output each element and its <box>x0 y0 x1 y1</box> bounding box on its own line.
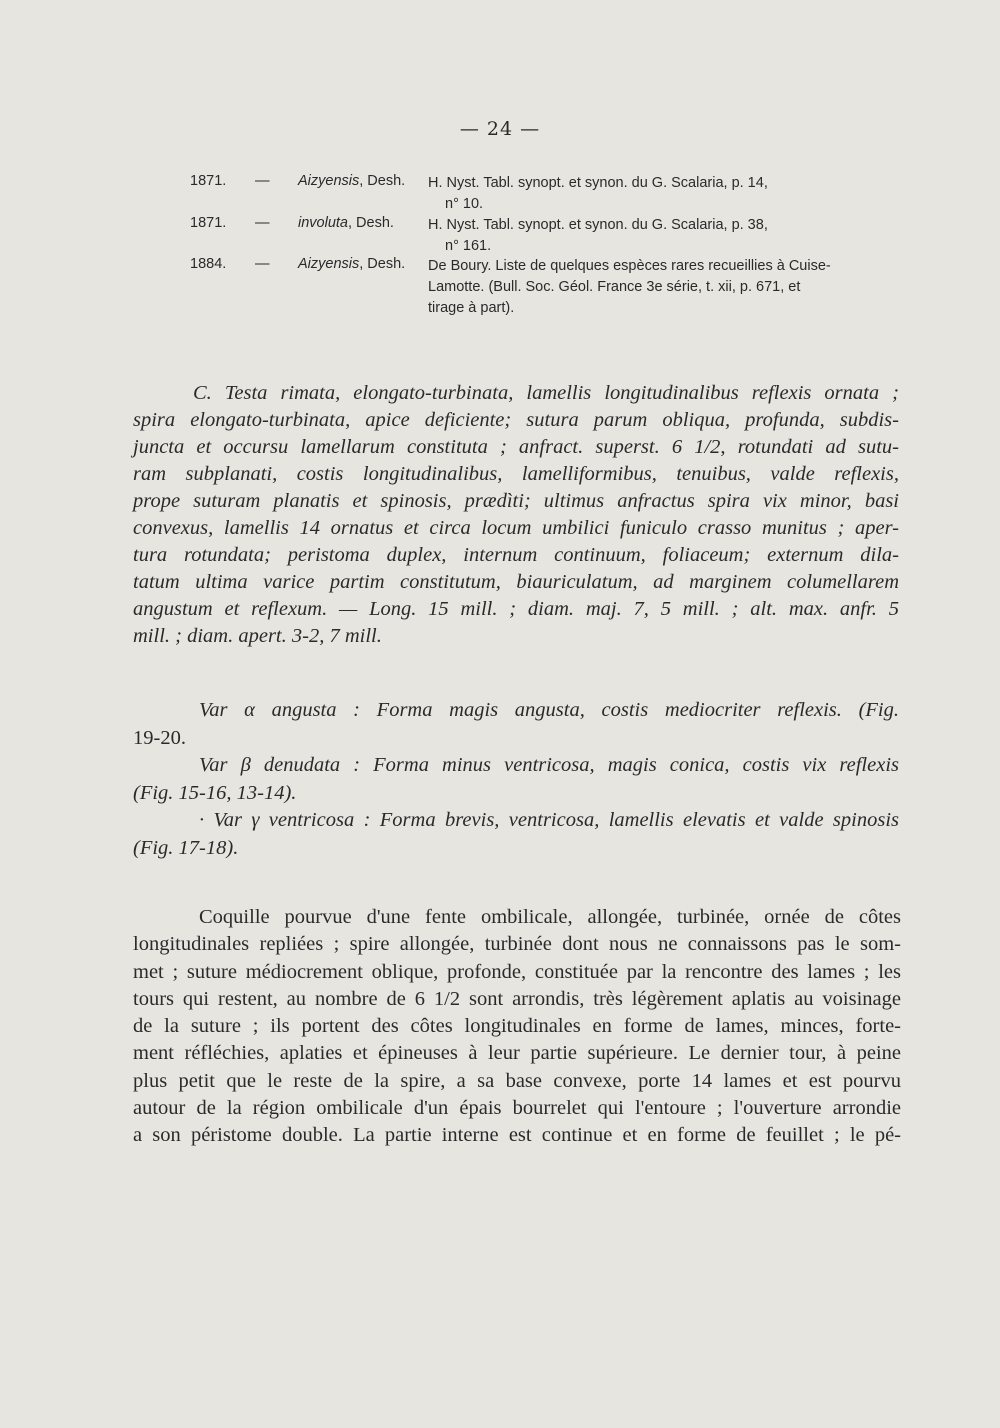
description-line: autour de la région ombilicale d'un épais bourrelet qui l'entoure ; l'ouverture arrondie <box>133 1097 901 1120</box>
synonym-year: 1884. <box>190 256 227 272</box>
diagnosis-line: tatum ultima varice partim constitutum, biauriculatum, ad marginem columellarem <box>133 571 899 593</box>
taxon-name: Aizyensis <box>298 256 360 272</box>
synonym-year: 1871. <box>190 215 227 231</box>
reference-line: H. Nyst. Tabl. synopt. et synon. du G. Scalaria, p. 38, <box>428 217 768 233</box>
taxon-author: , Desh. <box>359 173 406 189</box>
diagnosis-line: ram subplanati, costis longitudinalibus, lamelliformibus, tenuibus, valde reflexis, <box>133 463 899 485</box>
description-line: met ; suture médiocrement oblique, profonde, constituée par la rencontre des lames ; les <box>133 960 901 983</box>
latin-diagnosis <box>133 380 899 650</box>
diagnosis-line: juncta et occursu lamellarum constituta ; anfract. superst. 6 1/2, rotundati ad sutu- <box>133 436 899 458</box>
synonym-reference <box>428 256 898 319</box>
reference-line: Lamotte. (Bull. Soc. Géol. France 3e série, t. xii, p. 671, et <box>428 279 801 295</box>
synonym-dash: — <box>255 215 270 231</box>
diagnosis-line: angustum et reflexum. — Long. 15 mill. ; diam. maj. 7, 5 mill. ; alt. max. anfr. 5 <box>133 598 899 620</box>
page-number: — 24 — <box>459 118 541 140</box>
synonym-taxon <box>298 215 394 231</box>
synonym-taxon <box>298 256 405 272</box>
variety-line: (Fig. 17-18). <box>133 836 239 859</box>
description-line: a son péristome double. La partie interne est continue et en forme de feuillet ; le pé- <box>133 1124 901 1147</box>
description-line: longitudinales repliées ; spire allongée, turbinée dont nous ne connaissons pas le som- <box>133 933 901 956</box>
synonym-reference <box>428 215 898 257</box>
synonym-dash: — <box>255 256 270 272</box>
description-line: tours qui restent, au nombre de 6 1/2 sont arrondis, très légèrement aplatis au voisinage <box>133 987 901 1010</box>
variety-line: 19-20. <box>133 726 186 749</box>
reference-line: De Boury. Liste de quelques espèces rares recueillies à Cuise- <box>428 258 831 274</box>
variety-line: (Fig. 15-16, 13-14). <box>133 781 297 804</box>
description-line: Coquille pourvue d'une fente ombilicale, allongée, turbinée, ornée de côtes <box>199 906 901 928</box>
reference-line: n° 161. <box>445 238 492 254</box>
description-line: plus petit que le reste de la spire, a sa base convexe, porte 14 lames et est pourvu <box>133 1069 901 1092</box>
diagnosis-line: tura rotundata; peristoma duplex, internum continuum, foliaceum; externum dila- <box>133 544 899 566</box>
variety-line: · Var γ ventricosa : Forma brevis, ventricosa, lamellis elevatis et valde spinosis <box>199 809 899 831</box>
synonym-reference <box>428 173 898 215</box>
diagnosis-line: spira elongato-turbinata, apice deficiente; sutura parum obliqua, profunda, subdis- <box>133 409 899 431</box>
diagnosis-line: mill. ; diam. apert. 3-2, 7 mill. <box>133 625 382 647</box>
reference-line: n° 10. <box>445 196 484 212</box>
description-line: ment réfléchies, aplaties et épineuses à leur partie supérieure. Le dernier tour, à peine <box>133 1042 901 1065</box>
taxon-name: Aizyensis <box>298 173 360 189</box>
synonym-year: 1871. <box>190 173 227 189</box>
description-line: de la suture ; ils portent des côtes longitudinales en forme de lames, minces, forte- <box>133 1015 901 1038</box>
taxon-author: , Desh. <box>359 256 406 272</box>
diagnosis-line: C. Testa rimata, elongato-turbinata, lamellis longitudinalibus reflexis ornata ; <box>193 382 899 404</box>
diagnosis-line: convexus, lamellis 14 ornatus et circa locum umbilici funiculo crasso munitus ; aper- <box>133 517 899 539</box>
reference-line: tirage à part). <box>428 300 515 316</box>
diagnosis-line: prope suturam planatis et spinosis, prædìti; ultimus anfractus spira vix minor, basi <box>133 490 899 512</box>
taxon-name: involuta <box>298 215 348 231</box>
taxon-author: , Desh. <box>347 215 394 231</box>
synonym-taxon <box>298 173 405 189</box>
varieties-section <box>133 697 899 862</box>
variety-line: Var α angusta : Forma magis angusta, costis mediocriter reflexis. (Fig. <box>199 699 899 721</box>
variety-line: Var β denudata : Forma minus ventricosa, magis conica, costis vix reflexis <box>199 754 899 776</box>
french-description <box>133 904 901 1150</box>
reference-line: H. Nyst. Tabl. synopt. et synon. du G. Scalaria, p. 14, <box>428 175 768 191</box>
synonym-dash: — <box>255 173 270 189</box>
